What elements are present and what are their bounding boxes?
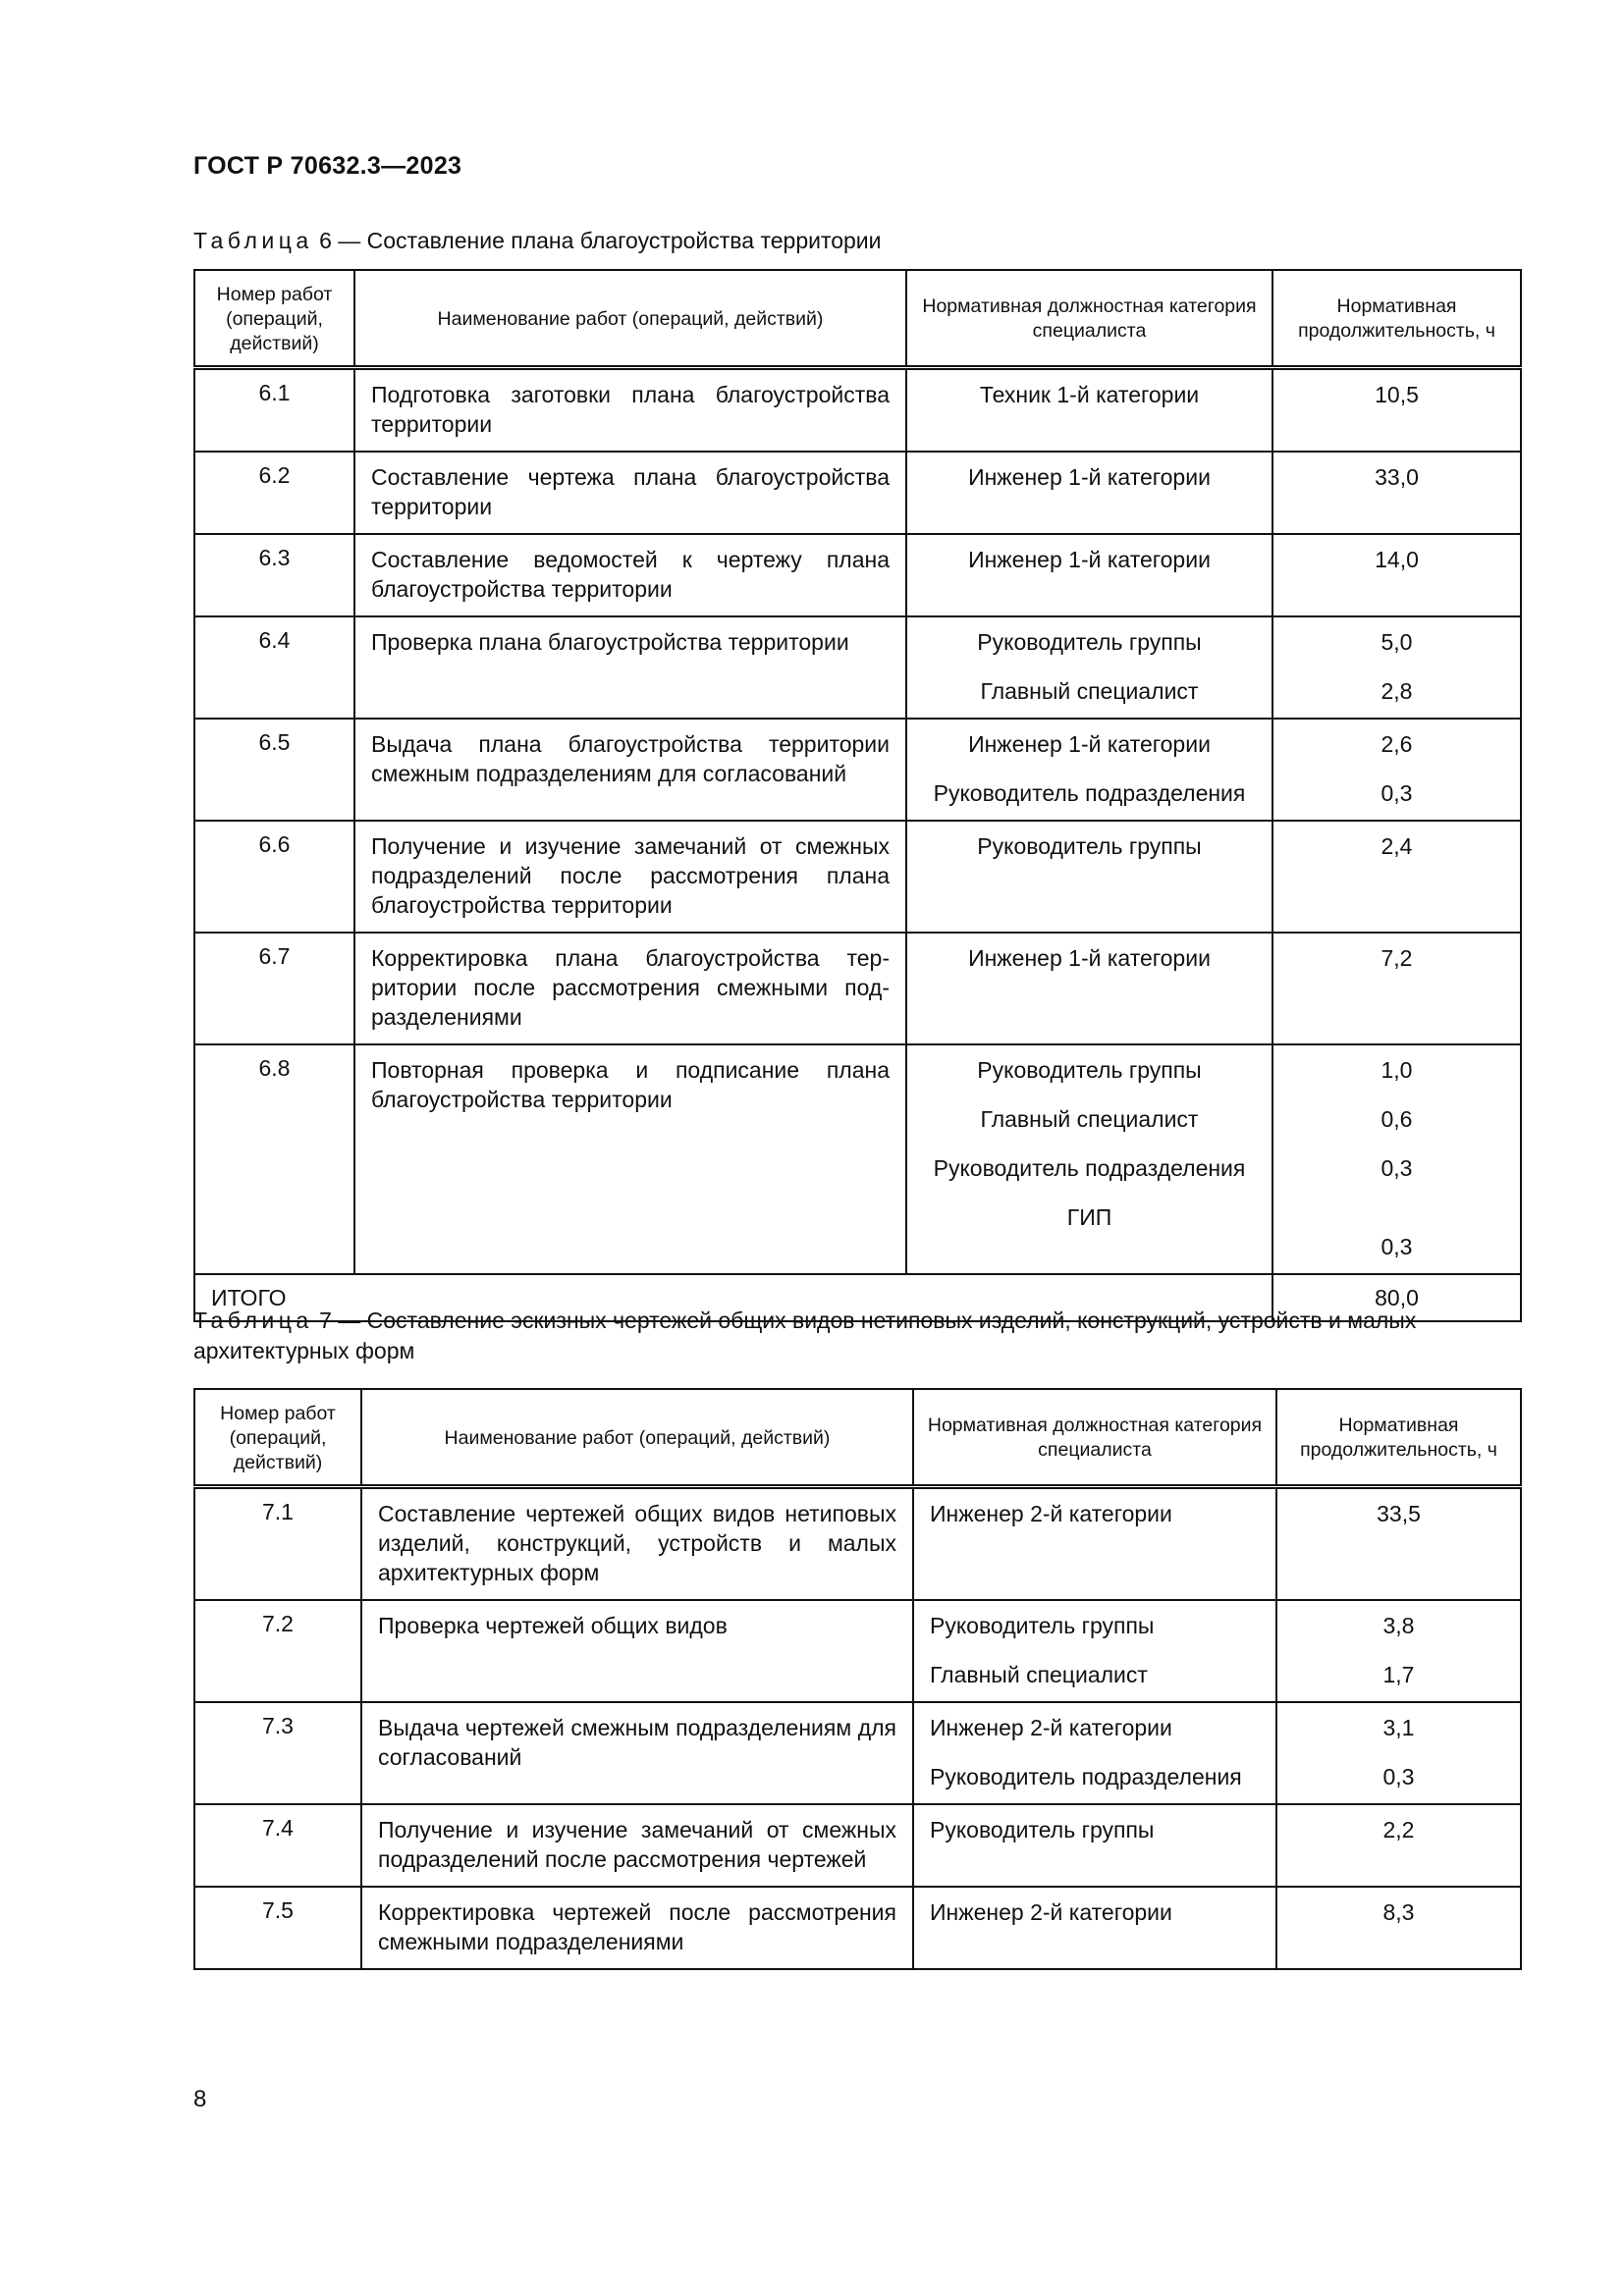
duration-hours: 7,2 — [1380, 945, 1413, 971]
duration-hours: 14,0 — [1375, 547, 1419, 572]
duration-hours: 2,2 — [1382, 1817, 1415, 1842]
specialist-category-cell — [913, 1487, 1276, 1601]
specialist-category: Инженер 2-й категории — [930, 1715, 1172, 1740]
duration-hours: 1,0 — [1380, 1057, 1413, 1083]
work-name: Составление чертежей общих видов нетиповых изделий, конструкций, устройств и малых архитектурных форм — [361, 1487, 913, 1601]
work-name: Повторная проверка и подписание плана благоустройства территории — [354, 1044, 906, 1274]
work-name: Выдача плана благоустройства территории смежным подразделениям для согласований — [354, 719, 906, 821]
table-row — [194, 1887, 1521, 1969]
work-number: 7.5 — [194, 1887, 361, 1969]
table-row — [194, 1044, 1521, 1274]
specialist-category: Руководитель группы — [977, 629, 1202, 655]
specialist-category-cell — [913, 1804, 1276, 1887]
duration-hours: 0,3 — [1380, 780, 1413, 806]
specialist-category: Главный специалист — [930, 1662, 1148, 1687]
work-number: 7.1 — [194, 1487, 361, 1601]
work-name: Составление ведомостей к чертежу плана благоустройства территории — [354, 534, 906, 616]
work-name: Корректировка чертежей после рассмотрения смежными подразделениями — [361, 1887, 913, 1969]
duration-cell — [1272, 719, 1521, 821]
specialist-category: Главный специалист — [980, 678, 1199, 704]
specialist-category: Инженер 1-й категории — [968, 547, 1211, 572]
duration-cell — [1272, 1044, 1521, 1274]
column-header-duration: Нормативная продолжительность, ч — [1272, 270, 1521, 368]
duration-cell — [1272, 452, 1521, 534]
specialist-category: Руководитель группы — [930, 1613, 1155, 1638]
work-number: 6.1 — [194, 368, 354, 453]
specialist-category-cell — [906, 616, 1272, 719]
table-row — [194, 1804, 1521, 1887]
work-number: 6.6 — [194, 821, 354, 933]
specialist-category-cell — [913, 1600, 1276, 1702]
table-row — [194, 1487, 1521, 1601]
work-number: 6.7 — [194, 933, 354, 1044]
table6-body — [194, 368, 1521, 1275]
work-name: Составление чертежа плана благоустройства территории — [354, 452, 906, 534]
table7-caption-word: Таблица — [193, 1308, 313, 1333]
duration-cell — [1272, 368, 1521, 453]
total-value: 80,0 — [1272, 1274, 1521, 1321]
specialist-category: Руководитель группы — [977, 1057, 1202, 1083]
specialist-category-cell — [906, 368, 1272, 453]
column-header-category: Нормативная должностная категория специалиста — [906, 270, 1272, 368]
document-header: ГОСТ Р 70632.3—2023 — [193, 152, 462, 180]
specialist-category: Главный специалист — [980, 1106, 1199, 1132]
duration-hours: 3,8 — [1382, 1613, 1415, 1638]
specialist-category: ГИП — [1066, 1204, 1112, 1230]
work-number: 6.8 — [194, 1044, 354, 1274]
column-header-name: Наименование работ (операций, действий) — [361, 1389, 913, 1487]
table7-caption-text: 7 — Составление эскизных чертежей общих видов нетиповых изделий, конструкций, устройств и малых архитектурных форм — [193, 1308, 1417, 1363]
work-name: Проверка плана благоустройства территории — [354, 616, 906, 719]
work-name: Проверка чертежей общих видов — [361, 1600, 913, 1702]
specialist-category-cell — [906, 1044, 1272, 1274]
specialist-category: Руководитель подразделения — [933, 1155, 1246, 1181]
specialist-category: Руководитель подразделения — [933, 780, 1246, 806]
duration-cell — [1276, 1600, 1521, 1702]
table-row — [194, 452, 1521, 534]
table6-caption-text: 6 — Составление плана благоустройства территории — [312, 228, 882, 253]
duration-cell — [1272, 616, 1521, 719]
specialist-category: Инженер 1-й категории — [968, 945, 1211, 971]
table-row — [194, 821, 1521, 933]
table-row — [194, 1702, 1521, 1804]
table-row — [194, 1600, 1521, 1702]
duration-hours: 2,4 — [1380, 833, 1413, 859]
work-number: 6.4 — [194, 616, 354, 719]
duration-cell — [1276, 1487, 1521, 1601]
total-label: ИТОГО — [194, 1274, 1272, 1321]
work-number: 6.2 — [194, 452, 354, 534]
work-name: Получение и изучение замечаний от смежных подразделений после рассмотрения чертежей — [361, 1804, 913, 1887]
specialist-category: Инженер 1-й категории — [968, 464, 1211, 490]
specialist-category: Инженер 2-й категории — [930, 1899, 1172, 1925]
specialist-category-cell — [906, 534, 1272, 616]
duration-hours: 2,8 — [1380, 678, 1413, 704]
page-number: 8 — [193, 2086, 207, 2112]
column-header-num: Номер работ (операций, действий) — [194, 270, 354, 368]
duration-hours: 0,3 — [1380, 1155, 1413, 1181]
work-number: 7.3 — [194, 1702, 361, 1804]
duration-hours: 0,6 — [1380, 1106, 1413, 1132]
specialist-category: Руководитель подразделения — [930, 1764, 1242, 1789]
work-number: 6.3 — [194, 534, 354, 616]
duration-hours: 33,5 — [1377, 1501, 1421, 1526]
specialist-category: Руководитель группы — [977, 833, 1202, 859]
work-name: Корректировка плана благоустройства территории после рассмотрения смежными подразделениями — [354, 933, 906, 1044]
table7-caption — [193, 1306, 1517, 1366]
table-row — [194, 933, 1521, 1044]
specialist-category: Техник 1-й категории — [979, 382, 1200, 407]
specialist-category: Инженер 1-й категории — [968, 731, 1211, 757]
specialist-category: Руководитель группы — [930, 1817, 1155, 1842]
table-row — [194, 616, 1521, 719]
table-row — [194, 719, 1521, 821]
specialist-category-cell — [913, 1702, 1276, 1804]
table6-caption-word: Таблица — [193, 228, 313, 253]
table-row — [194, 534, 1521, 616]
table7 — [193, 1388, 1522, 1970]
work-name: Получение и изучение замечаний от смежных подразделений после рассмотрения плана благоустройства территории — [354, 821, 906, 933]
specialist-category-cell — [906, 719, 1272, 821]
duration-cell — [1272, 933, 1521, 1044]
duration-cell — [1276, 1804, 1521, 1887]
duration-hours: 33,0 — [1375, 464, 1419, 490]
work-number: 7.2 — [194, 1600, 361, 1702]
duration-cell — [1272, 821, 1521, 933]
duration-hours: 0,3 — [1382, 1764, 1415, 1789]
duration-hours: 3,1 — [1382, 1715, 1415, 1740]
duration-hours: 8,3 — [1382, 1899, 1415, 1925]
work-name: Подготовка заготовки плана благоустройства территории — [354, 368, 906, 453]
duration-hours: 10,5 — [1375, 382, 1419, 407]
column-header-name: Наименование работ (операций, действий) — [354, 270, 906, 368]
duration-cell — [1276, 1702, 1521, 1804]
specialist-category-cell — [906, 933, 1272, 1044]
work-name: Выдача чертежей смежным подразделениям для согласований — [361, 1702, 913, 1804]
table6-caption — [193, 226, 882, 256]
column-header-category: Нормативная должностная категория специалиста — [913, 1389, 1276, 1487]
table7-header-row — [194, 1389, 1521, 1487]
duration-hours: 0,3 — [1380, 1234, 1413, 1259]
table6 — [193, 269, 1522, 1322]
specialist-category: Инженер 2-й категории — [930, 1501, 1172, 1526]
duration-cell — [1272, 534, 1521, 616]
duration-hours: 2,6 — [1380, 731, 1413, 757]
specialist-category-cell — [906, 821, 1272, 933]
work-number: 6.5 — [194, 719, 354, 821]
table7-body — [194, 1487, 1521, 1970]
duration-cell — [1276, 1887, 1521, 1969]
table-row — [194, 368, 1521, 453]
table6-header-row — [194, 270, 1521, 368]
work-number: 7.4 — [194, 1804, 361, 1887]
column-header-num: Номер работ (операций, действий) — [194, 1389, 361, 1487]
duration-hours: 5,0 — [1380, 629, 1413, 655]
specialist-category-cell — [906, 452, 1272, 534]
specialist-category-cell — [913, 1887, 1276, 1969]
column-header-duration: Нормативная продолжительность, ч — [1276, 1389, 1521, 1487]
duration-hours: 1,7 — [1382, 1662, 1415, 1687]
